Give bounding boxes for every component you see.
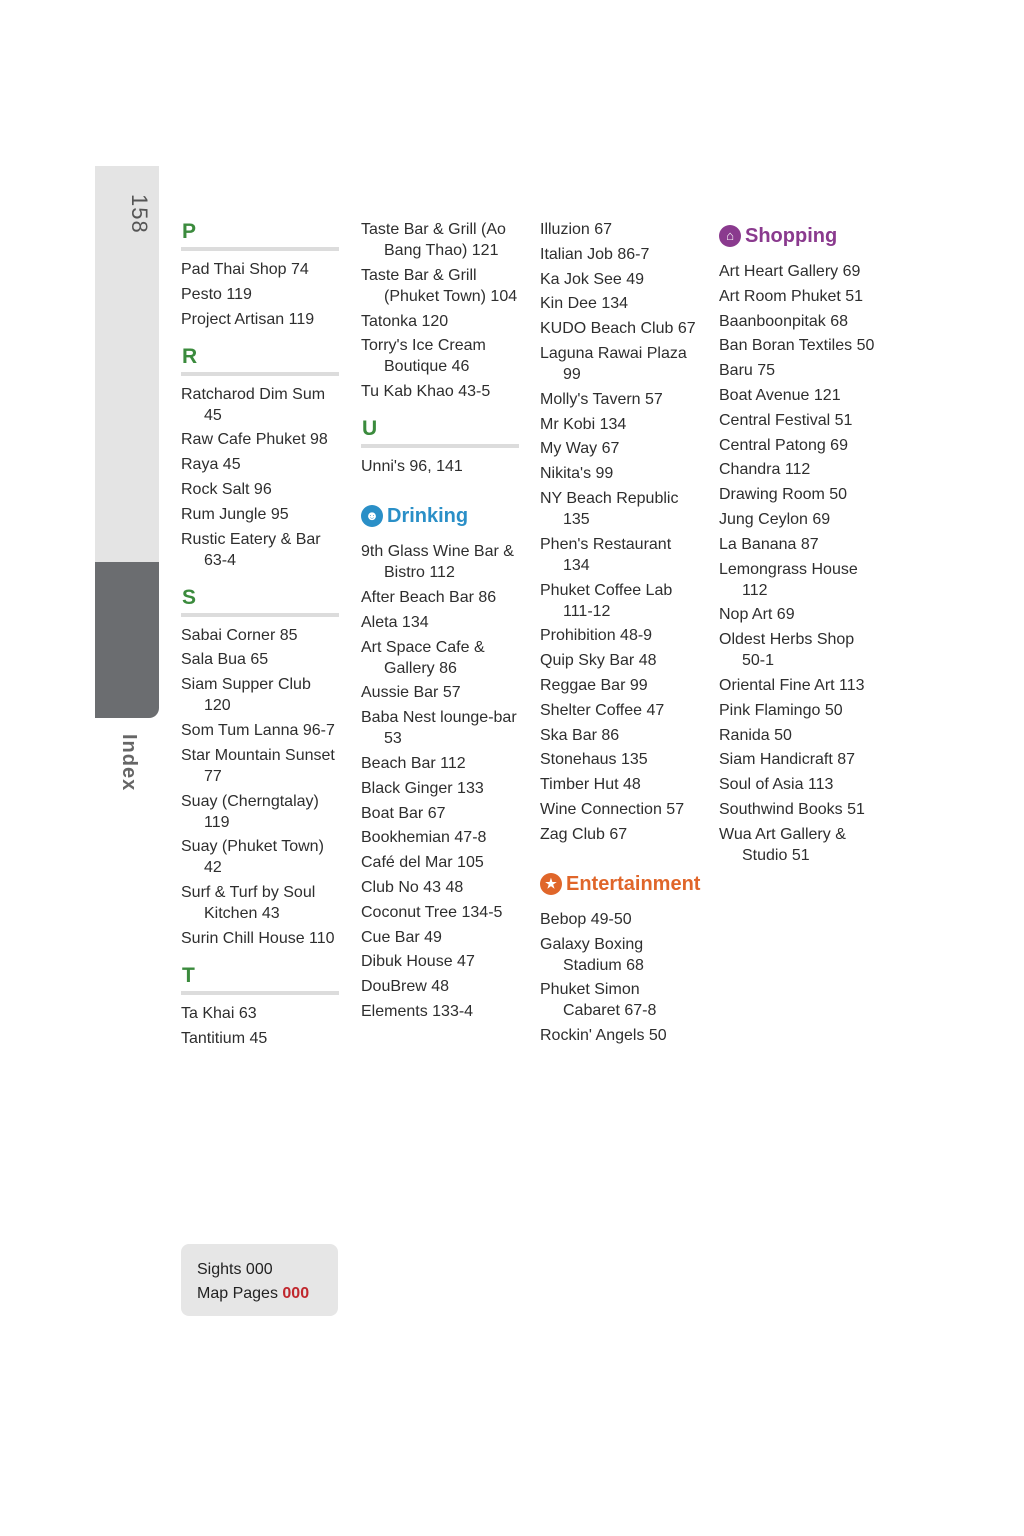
shopping-entry: Oldest Herbs Shop 50-1: [719, 631, 855, 670]
shopping-entry: Boat Avenue 121: [719, 386, 841, 404]
drinking-icon: ☻: [361, 505, 383, 527]
drinking-entry: After Beach Bar 86: [361, 588, 497, 606]
drinking-entry: Stonehaus 135: [540, 751, 648, 769]
shopping-entry: Drawing Room 50: [719, 486, 848, 504]
drinking-entry: Aleta 134: [361, 613, 429, 631]
index-tab-label: Index: [118, 734, 140, 792]
legend-box: [181, 1244, 338, 1316]
r-entry: Rum Jungle 95: [181, 505, 289, 523]
drinking-entry: Laguna Rawai Plaza 99: [540, 344, 687, 383]
t-entry: Tu Kab Khao 43-5: [361, 383, 491, 401]
drinking-entry: Zag Club 67: [540, 825, 628, 843]
r-entry: Raya 45: [181, 456, 241, 474]
shopping-entry: Central Festival 51: [719, 411, 853, 429]
letter-heading-p: P: [181, 219, 339, 251]
s-entry: Som Tum Lanna 96-7: [181, 721, 335, 739]
shopping-entry: Southwind Books 51: [719, 800, 865, 818]
drinking-entry: Italian Job 86-7: [540, 245, 650, 263]
r-entry: Rock Salt 96: [181, 480, 272, 498]
entertainment-heading-label: Entertainment: [566, 872, 701, 895]
drinking-entry: Dibuk House 47: [361, 953, 475, 971]
drinking-entry: Bookhemian 47-8: [361, 829, 487, 847]
drinking-heading: [361, 499, 519, 533]
drinking-entry: Ska Bar 86: [540, 726, 620, 744]
t-entry: Tantitium 45: [181, 1029, 268, 1047]
drinking-heading-label: Drinking: [387, 505, 469, 528]
letter-heading-r: R: [181, 344, 339, 376]
drinking-entry: Prohibition 48-9: [540, 627, 653, 645]
shopping-entry: Ranida 50: [719, 726, 792, 744]
shopping-entry: Pink Flamingo 50: [719, 701, 843, 719]
r-entry: Ratcharod Dim Sum 45: [181, 385, 326, 424]
drinking-entry: Reggae Bar 99: [540, 676, 648, 694]
drinking-entry: Café del Mar 105: [361, 854, 484, 872]
drinking-entry: Beach Bar 112: [361, 754, 466, 772]
s-entry: Suay (Phuket Town) 42: [181, 838, 324, 877]
shopping-entry: Art Heart Gallery 69: [719, 263, 861, 280]
legend-sights: [197, 1258, 338, 1282]
t-entry: Taste Bar & Grill (Phuket Town) 104: [361, 266, 518, 305]
legend-map-label: Map Pages: [197, 1285, 278, 1302]
drinking-entry: DouBrew 48: [361, 978, 450, 996]
drinking-entry: Quip Sky Bar 48: [540, 652, 657, 670]
shopping-entry: Siam Handicraft 87: [719, 751, 856, 769]
shopping-entry: Nop Art 69: [719, 606, 795, 624]
drinking-entry: Art Space Cafe & Gallery 86: [361, 638, 485, 677]
legend-map-value: 000: [282, 1285, 310, 1302]
s-entry: Star Mountain Sunset 77: [181, 746, 335, 785]
s-entry: Sabai Corner 85: [181, 626, 298, 644]
drinking-entry: Cue Bar 49: [361, 928, 442, 946]
drinking-entry: Club No 43 48: [361, 878, 464, 896]
legend-sights-label: Sights: [197, 1261, 242, 1278]
side-tab-dark: [95, 562, 159, 718]
drinking-entry: Aussie Bar 57: [361, 684, 461, 702]
drinking-entry: Boat Bar 67: [361, 804, 446, 822]
drinking-entry: Elements 133-4: [361, 1002, 474, 1020]
page-number: 158: [127, 194, 152, 234]
entertainment-entry: Rockin' Angels 50: [540, 1027, 667, 1045]
letter-heading-s: S: [181, 585, 339, 617]
shopping-bag-icon: ⌂: [719, 225, 741, 247]
legend-sights-value: 000: [245, 1261, 273, 1278]
p-entry: Pad Thai Shop 74: [181, 261, 309, 278]
shopping-entry: Wua Art Gallery & Studio 51: [719, 825, 846, 864]
drinking-entry: KUDO Beach Club 67: [540, 320, 696, 338]
entertainment-star-icon: ★: [540, 873, 562, 895]
drinking-entry: Phen's Restaurant 134: [540, 535, 672, 574]
letter-heading-u: U: [361, 416, 519, 448]
t-entry: Ta Khai 63: [181, 1004, 257, 1022]
t-entry: Tatonka 120: [361, 312, 449, 330]
drinking-entry: Nikita's 99: [540, 465, 614, 483]
index-column-2: [361, 219, 519, 1026]
drinking-entry: Phuket Coffee Lab 111-12: [540, 581, 673, 620]
r-entry: Rustic Eatery & Bar 63-4: [181, 530, 321, 569]
index-column-3: [540, 219, 701, 1050]
p-entry: Pesto 119: [181, 285, 252, 303]
s-entry: Siam Supper Club 120: [181, 676, 311, 715]
shopping-entry: Soul of Asia 113: [719, 776, 834, 794]
drinking-entry: Molly's Tavern 57: [540, 390, 663, 408]
s-entry: Suay (Cherngtalay) 119: [181, 792, 319, 831]
shopping-entry: Baru 75: [719, 362, 776, 380]
shopping-entry: Chandra 112: [719, 461, 811, 479]
drinking-entry: 9th Glass Wine Bar & Bistro 112: [361, 543, 514, 582]
u-entry: Unni's 96, 141: [361, 458, 463, 476]
legend-map-pages: [197, 1282, 338, 1306]
drinking-entry: Coconut Tree 134-5: [361, 903, 503, 921]
drinking-entry: Timber Hut 48: [540, 776, 641, 794]
r-entry: Raw Cafe Phuket 98: [181, 431, 328, 449]
shopping-heading: [719, 219, 877, 253]
drinking-entry: My Way 67: [540, 440, 620, 458]
drinking-entry: Illuzion 67: [540, 221, 613, 238]
drinking-entry: Wine Connection 57: [540, 800, 685, 818]
entertainment-entry: Galaxy Boxing Stadium 68: [540, 935, 644, 974]
shopping-entry: Central Patong 69: [719, 436, 848, 454]
shopping-entry: Lemongrass House 112: [719, 560, 858, 599]
drinking-entry: Ka Jok See 49: [540, 270, 645, 288]
t-entry: Torry's Ice Cream Boutique 46: [361, 337, 486, 376]
s-entry: Surin Chill House 110: [181, 929, 335, 947]
drinking-entry: Kin Dee 134: [540, 295, 629, 313]
shopping-entry: Oriental Fine Art 113: [719, 676, 865, 694]
letter-heading-t: T: [181, 963, 339, 995]
entertainment-heading: [540, 867, 701, 901]
shopping-entry: Art Room Phuket 51: [719, 287, 864, 305]
index-column-4: [719, 219, 877, 870]
drinking-entry: Black Ginger 133: [361, 779, 484, 797]
entertainment-entry: Phuket Simon Cabaret 67-8: [540, 981, 657, 1020]
s-entry: Sala Bua 65: [181, 651, 269, 669]
drinking-entry: NY Beach Republic 135: [540, 489, 679, 528]
drinking-entry: Mr Kobi 134: [540, 415, 627, 433]
shopping-entry: Ban Boran Textiles 50: [719, 337, 875, 355]
shopping-entry: Baanboonpitak 68: [719, 312, 848, 330]
shopping-heading-label: Shopping: [745, 225, 838, 247]
s-entry: Surf & Turf by Soul Kitchen 43: [181, 884, 316, 923]
shopping-entry: La Banana 87: [719, 535, 819, 553]
t-entry: Taste Bar & Grill (Ao Bang Thao) 121: [361, 221, 506, 259]
entertainment-entry: Bebop 49-50: [540, 910, 632, 928]
drinking-entry: Baba Nest lounge-bar 53: [361, 709, 517, 748]
p-entry: Project Artisan 119: [181, 310, 315, 328]
shopping-entry: Jung Ceylon 69: [719, 510, 831, 528]
drinking-entry: Shelter Coffee 47: [540, 701, 665, 719]
index-column-1: [181, 219, 339, 1053]
